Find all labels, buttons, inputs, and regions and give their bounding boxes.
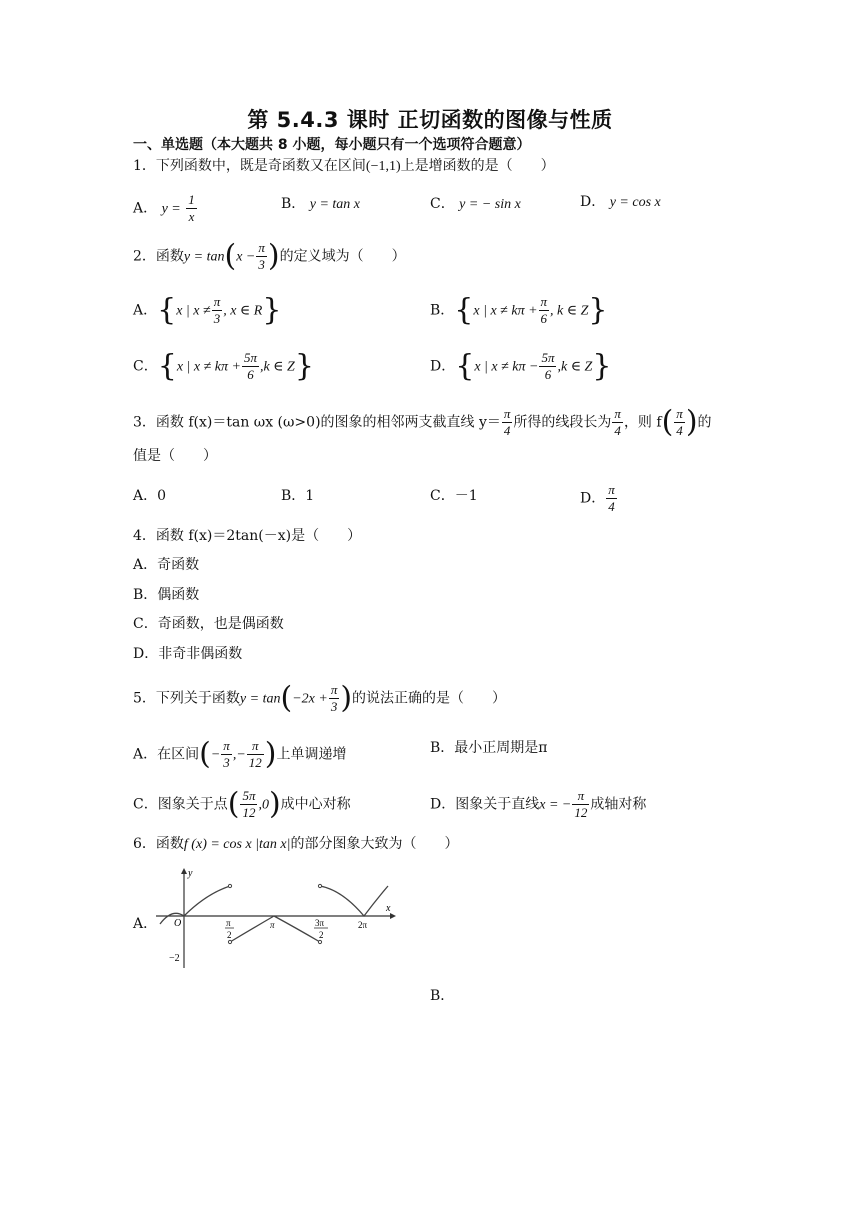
tick-label-pi: π: [270, 920, 275, 930]
q2-option-d: D．{x | x ≠ kπ − $\frac{5\pi}{6}$ ,k ∈ Z}: [430, 348, 612, 384]
paren-close: ): [267, 238, 280, 274]
curve-segment-1: [160, 886, 230, 924]
q6-option-a-label: A．: [133, 916, 158, 932]
q3-option-b: B．1: [281, 488, 315, 504]
question-2-stem: [133, 240, 406, 273]
question-3-stem: 3．函数 f(x)＝tan ωx (ω>0)的图象的相邻两支截直线 y＝ $\frac{\pi}{4}$ 所得的线段长为 $\frac{\pi}{4}$ ，则 f( $\frac{\pi}{4}$ )的: [133, 404, 712, 440]
fraction: $\frac{\pi}{4}$: [608, 482, 615, 514]
open-point: [228, 940, 231, 943]
curve-segment-3: [320, 886, 388, 916]
question-1-stem: [133, 156, 555, 177]
x-axis-arrow: [390, 913, 396, 919]
q1-option-b: [281, 194, 360, 215]
option-label: B．: [430, 302, 455, 319]
open-point: [318, 940, 321, 943]
graph-option-a: [150, 864, 400, 972]
q3-option-a: A．0: [133, 488, 167, 504]
fraction: $\frac{\pi}{4}$: [614, 406, 621, 438]
q1-stem-end: 上是增函数的是（ ）: [400, 158, 555, 174]
option-label: D．: [580, 490, 606, 507]
q1-stem-start: 1．下列函数中，既是奇函数又在区间: [133, 158, 366, 174]
fraction: $\frac{\pi}{3}$: [223, 738, 230, 770]
q1-interval: (−1,1): [365, 159, 401, 174]
q4-option-a: A．奇函数: [133, 557, 200, 573]
question-3-stem-continued: 值是（ ）: [133, 448, 217, 464]
q2-func: y = tan: [183, 249, 225, 265]
q4-option-d: D．非奇非偶函数: [133, 646, 243, 662]
option-label: A．: [133, 200, 158, 217]
q5-option-a: A．在区间(− $\frac{\pi}{3}$ ,− $\frac{\pi}{12}$ )上单调递增: [133, 736, 347, 772]
question-4-stem: 4．函数 f(x)＝2tan(－x)是（ ）: [133, 528, 362, 544]
option-label: A．: [133, 302, 158, 319]
option-math: y = cos x: [609, 195, 661, 210]
option-label: D．: [430, 358, 456, 375]
fraction: $\frac{\pi}{12}$: [248, 738, 262, 770]
q6-option-b-label: B．: [430, 988, 455, 1004]
fraction: $\frac{5\pi}{6}$: [541, 350, 555, 382]
question-5-stem: 5．下列关于函数y = tan(−2x + $\frac{\pi}{3}$ )的说法正确的是（ ）: [133, 680, 507, 716]
q2-stem-end: 的定义域为（ ）: [279, 248, 406, 265]
q2-option-c: C．{x | x ≠ kπ + $\frac{5\pi}{6}$ ,k ∈ Z}: [133, 348, 314, 384]
q3-option-c: C．－1: [430, 488, 478, 504]
q2-option-b: B．{x | x ≠ kπ + $\frac{\pi}{6}$ , k ∈ Z}: [430, 292, 608, 328]
tick-label-pi-half-num: π: [226, 918, 231, 928]
option-label: C．: [133, 358, 158, 375]
q5-option-b: B．最小正周期是π: [430, 740, 548, 756]
y-axis-arrow: [181, 868, 187, 874]
option-math: y = − sin x: [459, 197, 521, 212]
fraction: $\frac{1}{x}$: [188, 192, 195, 224]
q1-option-c: [430, 194, 521, 215]
section-heading: 一、单选题（本大题共 8 小题，每小题只有一个选项符合题意）: [133, 137, 531, 153]
q1-option-d: [580, 192, 661, 213]
q2-stem-start: 2．函数: [133, 248, 184, 265]
q5-option-c: C．图象关于点( $\frac{5\pi}{12}$ ,0)成中心对称: [133, 786, 351, 822]
q1-option-a: [133, 192, 198, 225]
tick-label-three-pi-half-num: 3π: [315, 918, 325, 928]
option-label: B．: [281, 196, 306, 212]
q4-option-c: C．奇函数，也是偶函数: [133, 616, 284, 632]
y-axis-label: y: [188, 868, 193, 879]
open-point: [318, 884, 321, 887]
fraction: $\frac{5\pi}{12}$: [242, 788, 256, 820]
fraction: $\frac{\pi}{4}$: [676, 406, 683, 438]
q2-inner: x −: [236, 249, 256, 265]
option-label: D．: [580, 194, 606, 210]
tick-label-three-pi-half-den: 2: [319, 930, 324, 940]
curve-segment-2: [230, 916, 320, 942]
q2-option-a: A．{x | x ≠ $\frac{\pi}{3}$ , x ∈ R}: [133, 292, 282, 328]
page-title: 第 5.4.3 课时 正切函数的图像与性质: [247, 108, 613, 132]
fraction: $\frac{\pi}{3}$: [213, 294, 221, 326]
q5-option-d: D．图象关于直线x = − $\frac{\pi}{12}$ 成轴对称: [430, 788, 647, 820]
origin-label: O: [174, 918, 182, 929]
tick-label-neg2: −2: [169, 953, 180, 964]
fraction: $\frac{\pi}{3}$: [258, 240, 265, 272]
fraction: $\frac{\pi}{6}$: [540, 294, 548, 326]
question-6-stem: 6．函数f (x) = cos x |tan x|的部分图象大致为（ ）: [133, 836, 459, 852]
option-math: y = tan x: [309, 197, 361, 212]
paren-open: (: [224, 238, 237, 274]
option-math: y =: [161, 201, 181, 217]
fraction: $\frac{5\pi}{6}$: [243, 350, 257, 382]
tick-label-pi-half-den: 2: [227, 930, 232, 940]
q3-option-d: [580, 482, 618, 515]
tick-label-two-pi: 2π: [358, 920, 368, 930]
open-point: [228, 884, 231, 887]
fraction: $\frac{\pi}{4}$: [503, 406, 511, 438]
x-axis-label: x: [386, 903, 391, 914]
option-label: C．: [430, 196, 455, 212]
fraction: $\frac{\pi}{3}$: [330, 682, 338, 714]
q4-option-b: B．偶函数: [133, 587, 200, 603]
fraction: $\frac{\pi}{12}$: [574, 788, 588, 820]
